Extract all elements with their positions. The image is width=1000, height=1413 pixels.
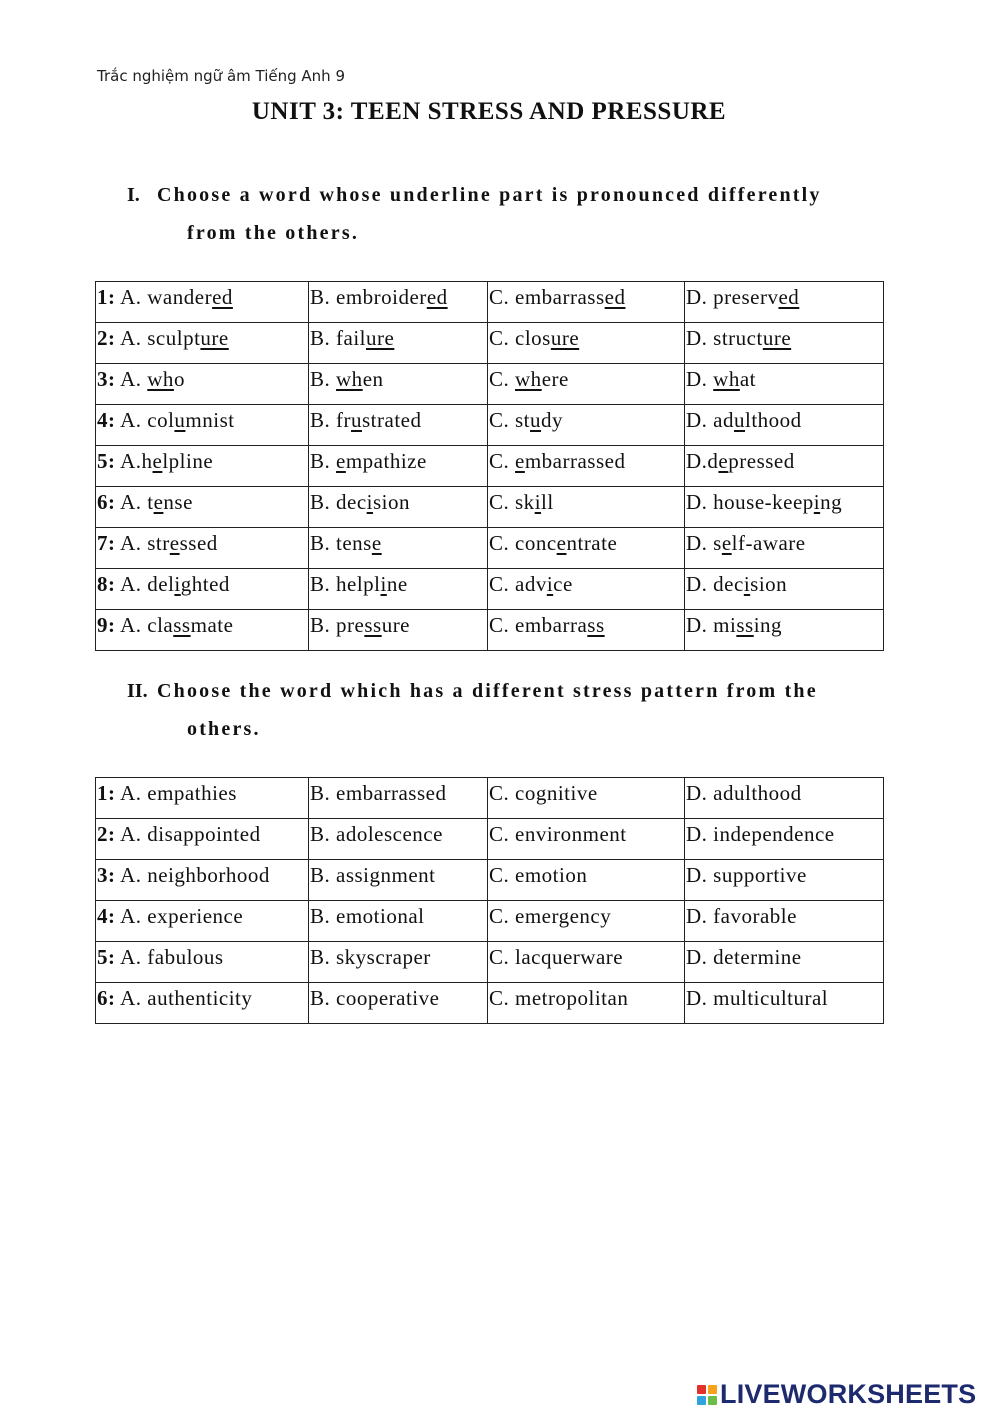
option-text: C. lacquerware [489,945,624,969]
option-text-before: D. dec [686,572,744,596]
answer-option [96,282,309,323]
option-text: B. assignment [310,863,436,887]
section-2-number: II. [127,680,148,702]
answer-option [309,610,488,651]
option-text-before: B. dec [310,490,367,514]
question-number: 5: [97,449,116,473]
answer-option [96,778,309,819]
option-text-before: A. [120,367,148,391]
option-text: C. metropolitan [489,986,629,1010]
option-text-before: D.d [686,449,719,473]
option-text-before: D. s [686,531,722,555]
underlined-part: u [174,408,186,432]
option-text-before: A. sculpt [120,326,201,350]
question-number: 6: [97,490,116,514]
section-1-instruction [127,184,822,207]
answer-option [685,405,884,446]
option-text-after: nse [163,490,193,514]
option-text-before: C. embarra [489,613,588,637]
answer-option [488,983,685,1024]
option-text-before: D. ad [686,408,734,432]
option-text-after: ere [541,367,569,391]
option-text-before: B. tens [310,531,372,555]
answer-option [685,528,884,569]
option-text-before: D. mi [686,613,737,637]
underlined-part: e [371,531,382,555]
option-text: C. environment [489,822,627,846]
underlined-part: ure [550,326,580,350]
option-text: B. skyscraper [310,945,431,969]
option-text-before: B. helpl [310,572,381,596]
underlined-part: wh [713,367,740,391]
pronunciation-table [95,281,884,651]
option-text: A. disappointed [120,822,261,846]
option-text-before: B. embroider [310,285,427,309]
option-text: D. independence [686,822,835,846]
question-number: 3: [97,367,116,391]
section-1-line-1: Choose a word whose underline part is pronounced differently [157,184,822,206]
answer-option [685,282,884,323]
underlined-part: ed [604,285,626,309]
answer-option [309,901,488,942]
answer-option [685,446,884,487]
table-row [96,446,884,487]
option-text-after: o [173,367,185,391]
option-text-before: C. st [489,408,531,432]
option-text-before: B. fr [310,408,351,432]
answer-option [488,819,685,860]
section-2-line-2: others. [187,718,261,740]
option-text-after: ure [381,613,411,637]
underlined-part: u [351,408,362,432]
answer-option [96,901,309,942]
answer-option [96,528,309,569]
question-number: 1: [97,285,116,309]
table-row [96,778,884,819]
stress-table [95,777,884,1024]
underlined-part: i [813,490,821,514]
option-text-before: C. adv [489,572,547,596]
option-text-before: D. house-keep [686,490,814,514]
underlined-part: i [380,572,387,596]
underlined-part: e [336,449,346,473]
option-text-after: ghted [180,572,230,596]
answer-option [685,323,884,364]
option-text-before: B. [310,449,337,473]
underlined-part: ed [778,285,800,309]
answer-option [309,405,488,446]
answer-option [488,569,685,610]
option-text: D. adulthood [686,781,802,805]
underlined-part: wh [147,367,174,391]
underlined-part: ss [736,613,754,637]
answer-option [309,446,488,487]
answer-option [488,282,685,323]
option-text: A. experience [120,904,244,928]
option-text: A. neighborhood [120,863,270,887]
option-text: C. emergency [489,904,612,928]
underlined-part: u [734,408,745,432]
question-number: 6: [97,986,116,1010]
underlined-part: ed [426,285,448,309]
answer-option [96,819,309,860]
answer-option [309,942,488,983]
answer-option [96,364,309,405]
answer-option [685,364,884,405]
option-text-before: A. t [120,490,154,514]
question-number: 4: [97,904,116,928]
underlined-part: e [718,449,729,473]
answer-option [488,405,685,446]
question-number: 2: [97,822,116,846]
option-text-before: D. [686,367,714,391]
option-text: D. multicultural [686,986,829,1010]
answer-option [685,983,884,1024]
option-text-after: mbarrassed [524,449,626,473]
question-number: 9: [97,613,116,637]
option-text-before: A. del [120,572,175,596]
answer-option [488,487,685,528]
option-text-after: lpline [162,449,214,473]
option-text-before: B. [310,367,337,391]
section-2-line-1: Choose the word which has a different stress pattern from the [157,680,818,702]
logo-mark-icon [697,1385,717,1405]
table-row [96,610,884,651]
option-text-before: D. preserv [686,285,779,309]
answer-option [96,942,309,983]
page-title: UNIT 3: TEEN STRESS AND PRESSURE [251,98,727,125]
option-text-after: pressed [728,449,795,473]
option-text: C. emotion [489,863,588,887]
answer-option [685,610,884,651]
underlined-part: e [515,449,525,473]
section-1-line-2: from the others. [187,222,360,244]
logo-text: LIVEWORKSHEETS [720,1379,977,1409]
question-number: 3: [97,863,116,887]
underlined-part: i [743,572,751,596]
underlined-part: ure [762,326,792,350]
option-text: D. supportive [686,863,807,887]
option-text-after: mnist [185,408,235,432]
answer-option [96,983,309,1024]
underlined-part: wh [515,367,542,391]
answer-option [685,569,884,610]
option-text-after: ne [386,572,408,596]
table-row [96,860,884,901]
option-text: D. favorable [686,904,797,928]
option-text-after: sion [373,490,411,514]
answer-option [488,778,685,819]
underlined-part: e [152,449,163,473]
option-text-after: dy [541,408,564,432]
underlined-part: i [366,490,373,514]
table-row [96,528,884,569]
option-text-before: C. clos [489,326,551,350]
answer-option [309,282,488,323]
section-1-number: I. [127,184,140,206]
option-text-after: ll [541,490,554,514]
underlined-part: e [153,490,164,514]
answer-option [309,860,488,901]
option-text-before: C. [489,367,516,391]
answer-option [488,446,685,487]
option-text: B. embarrassed [310,781,447,805]
option-text-before: A. wander [120,285,213,309]
option-text-before: C. sk [489,490,535,514]
answer-option [488,942,685,983]
question-number: 4: [97,408,116,432]
underlined-part: u [530,408,542,432]
answer-option [685,901,884,942]
option-text-before: B. pre [310,613,365,637]
answer-option [488,323,685,364]
option-text-after: ng [820,490,843,514]
underlined-part: ure [200,326,229,350]
option-text: A. empathies [120,781,237,805]
underlined-part: wh [336,367,363,391]
question-number: 7: [97,531,116,555]
option-text: B. adolescence [310,822,443,846]
option-text-after: en [362,367,384,391]
option-text: A. authenticity [120,986,253,1010]
question-number: 2: [97,326,116,350]
underlined-part: ure [366,326,395,350]
option-text-before: C. embarrass [489,285,605,309]
option-text-before: D. struct [686,326,763,350]
question-number: 5: [97,945,116,969]
table-row [96,983,884,1024]
answer-option [96,446,309,487]
option-text-before: C. conc [489,531,557,555]
answer-option [96,405,309,446]
option-text: C. cognitive [489,781,598,805]
underlined-part: ed [212,285,233,309]
answer-option [96,569,309,610]
table-row [96,901,884,942]
question-number: 8: [97,572,116,596]
answer-option [488,610,685,651]
section-2-instruction [127,680,818,703]
answer-option [488,860,685,901]
underlined-part: i [534,490,542,514]
option-text-before: B. fail [310,326,366,350]
option-text-after: lf-aware [731,531,806,555]
answer-option [685,860,884,901]
option-text-after: ing [753,613,783,637]
answer-option [685,778,884,819]
table-row [96,487,884,528]
liveworksheets-logo [697,1379,976,1410]
underlined-part: ss [587,613,605,637]
option-text-before: A. col [120,408,175,432]
answer-option [309,487,488,528]
option-text-before: A.h [120,449,153,473]
answer-option [96,487,309,528]
answer-option [309,778,488,819]
answer-option [309,819,488,860]
underlined-part: i [174,572,181,596]
answer-option [488,528,685,569]
worksheet-subtitle: Trắc nghiệm ngữ âm Tiếng Anh 9 [97,67,345,85]
underlined-part: ss [173,613,191,637]
underlined-part: e [169,531,180,555]
option-text-after: sion [750,572,788,596]
answer-option [309,323,488,364]
option-text-after: lthood [745,408,802,432]
answer-option [685,819,884,860]
underlined-part: i [546,572,554,596]
answer-option [488,901,685,942]
option-text-after: ntrate [566,531,618,555]
answer-option [309,364,488,405]
option-text: A. fabulous [120,945,224,969]
underlined-part: e [556,531,567,555]
option-text: B. emotional [310,904,425,928]
answer-option [96,610,309,651]
option-text-after: ssed [179,531,218,555]
option-text-after: strated [362,408,422,432]
answer-option [685,487,884,528]
option-text-after: at [739,367,756,391]
table-row [96,819,884,860]
answer-option [309,569,488,610]
answer-option [309,528,488,569]
table-row [96,569,884,610]
answer-option [96,323,309,364]
option-text-before: A. str [120,531,170,555]
option-text: D. determine [686,945,802,969]
answer-option [309,983,488,1024]
option-text-before: C. [489,449,516,473]
table-row [96,405,884,446]
answer-option [685,942,884,983]
answer-option [488,364,685,405]
option-text-before: A. cla [120,613,174,637]
question-number: 1: [97,781,116,805]
table-row [96,323,884,364]
option-text: B. cooperative [310,986,440,1010]
option-text-after: mpathize [345,449,427,473]
answer-option [96,860,309,901]
underlined-part: e [721,531,732,555]
table-row [96,282,884,323]
underlined-part: ss [364,613,382,637]
table-row [96,942,884,983]
option-text-after: mate [190,613,234,637]
option-text-after: ce [553,572,573,596]
table-row [96,364,884,405]
